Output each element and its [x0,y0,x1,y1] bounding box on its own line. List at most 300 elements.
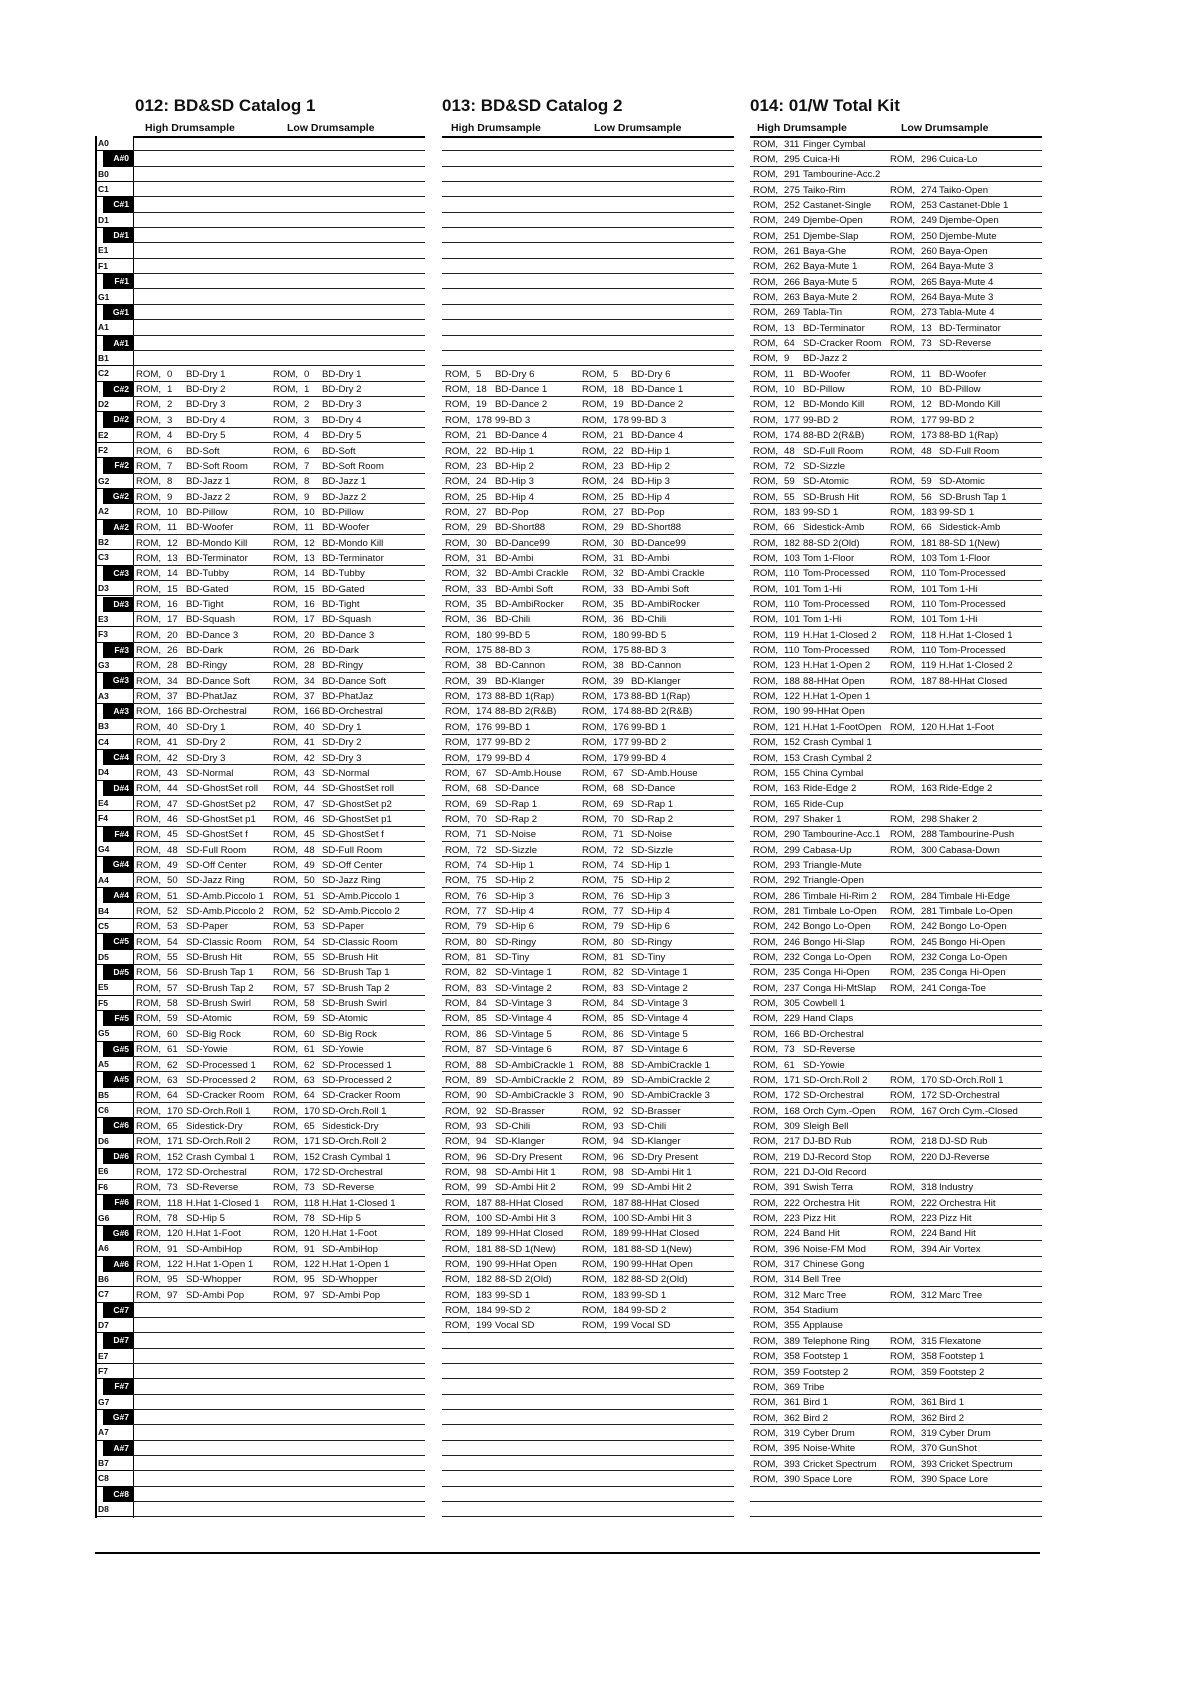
high-num: 79 [476,921,487,933]
high-rom: ROM, [445,875,471,887]
catalog-012-row [133,1257,425,1272]
catalog-012-row [133,351,425,366]
high-num: 81 [476,952,487,964]
low-name: SD-Amb.House [631,767,698,779]
low-num: 64 [304,1090,315,1102]
catalog-014-row [750,658,1042,673]
low-rom: ROM, [582,1151,608,1163]
low-name: Cabasa-Down [939,844,1000,856]
high-rom: ROM, [136,1197,162,1209]
high-name: SD-Noise [495,829,537,841]
high-num: 3 [167,414,173,426]
catalog-012-row [133,612,425,627]
low-rom: ROM, [890,215,916,227]
low-rom: ROM, [890,1473,916,1485]
low-num: 296 [921,153,938,165]
high-num: 43 [167,767,178,779]
high-name: SD-Vintage 5 [495,1028,552,1040]
catalog-012-row [133,765,425,780]
low-rom: ROM, [582,1166,608,1178]
high-name: BD-Orchestral [803,1028,864,1040]
key-g4 [95,842,133,857]
high-num: 41 [167,737,178,749]
catalog-013-row [442,612,734,627]
low-num: 187 [613,1197,630,1209]
low-rom: ROM, [890,184,916,196]
high-rom: ROM, [753,1274,779,1286]
high-name: 88-BD 1(Rap) [495,691,555,703]
high-rom: ROM, [445,813,471,825]
catalog-013-row [442,1441,734,1456]
low-num: 298 [921,813,938,825]
catalog-013-row [442,520,734,535]
low-name: SD-Ambi Pop [322,1289,381,1301]
low-rom: ROM, [582,675,608,687]
low-rom: ROM, [273,430,299,442]
catalog-013-row [442,351,734,366]
high-num: 354 [784,1305,801,1317]
high-name: Bongo Lo-Open [803,921,871,933]
low-rom: ROM, [273,844,299,856]
high-num: 101 [784,583,801,595]
catalog-014-row [750,1026,1042,1041]
catalog-014-row [750,1364,1042,1379]
high-rom: ROM, [753,1351,779,1363]
low-rom: ROM, [582,798,608,810]
low-num: 119 [921,660,937,672]
catalog-014-row [750,397,1042,412]
low-num: 318 [921,1182,938,1194]
catalog-012-row [133,1011,425,1026]
low-rom: ROM, [582,460,608,472]
high-name: BD-Mondo Kill [803,399,865,411]
catalog-014-row [750,781,1042,796]
low-name: Bird 1 [939,1397,965,1409]
high-rom: ROM, [445,890,471,902]
high-rom: ROM, [136,368,162,380]
catalog-014-row [750,351,1042,366]
high-rom: ROM, [753,1305,779,1317]
low-num: 49 [304,859,315,871]
high-rom: ROM, [753,890,779,902]
low-name: SD-Brush Tap 1 [322,967,390,979]
high-name: BD-Tight [186,599,224,610]
key-label: D5 [98,951,109,962]
low-rom: ROM, [890,292,916,303]
low-name: Tom-Processed [939,645,1006,657]
key-label: F7 [98,1366,108,1376]
high-name: SD-Brush Hit [186,952,242,964]
low-num: 103 [921,552,938,564]
low-name: Timbale Hi-Edge [939,890,1011,902]
high-name: SD-Full Room [186,844,247,856]
catalog-014-low-label: Low Drumsample [901,122,989,134]
low-num: 265 [921,276,938,288]
high-rom: ROM, [445,552,471,564]
key-label: E1 [98,245,109,256]
catalog-014-row [750,443,1042,458]
low-rom: ROM, [273,1213,299,1224]
high-name: BD-Dry 5 [186,430,226,442]
low-num: 370 [921,1443,938,1455]
low-rom: ROM, [273,767,299,779]
high-rom: ROM, [753,215,779,227]
low-name: SD-Orchestral [939,1090,1000,1102]
low-name: Conga Lo-Open [939,952,1008,964]
high-name: Baya-Ghe [803,245,847,257]
catalog-013-row [442,873,734,888]
high-name: SD-Dance [495,783,540,795]
high-name: SD-Hip 2 [495,875,534,887]
catalog-014-row [750,550,1042,565]
high-rom: ROM, [753,967,779,979]
high-rom: ROM, [753,169,779,181]
high-rom: ROM, [445,1305,471,1317]
high-rom: ROM, [445,1213,471,1224]
high-num: 314 [784,1274,801,1286]
key-label: F#3 [114,644,129,655]
low-num: 181 [613,1243,630,1255]
high-name: SD-Dry 3 [186,752,226,764]
high-name: BD-Dry 4 [186,414,226,426]
low-num: 183 [921,506,938,518]
low-num: 222 [921,1197,938,1209]
low-num: 274 [921,184,938,196]
catalog-014-row [750,934,1042,949]
high-rom: ROM, [753,1473,779,1485]
high-num: 252 [784,199,801,211]
high-name: Pizz Hit [803,1213,836,1224]
catalog-014-row [750,259,1042,274]
low-name: 88-SD 1(New) [939,537,1000,549]
high-name: SD-Amb.House [495,767,562,779]
high-rom: ROM, [445,1090,471,1102]
key-label: G#6 [112,1227,129,1238]
catalog-014-row [750,996,1042,1011]
high-rom: ROM, [445,691,471,703]
catalog-013-row [442,336,734,351]
low-name: SD-Orch.Roll 2 [322,1136,387,1148]
catalog-014-row [750,842,1042,857]
low-num: 11 [921,368,931,380]
catalog-012-row [133,1118,425,1133]
key-b7 [95,1456,133,1471]
high-num: 281 [784,906,801,917]
catalog-013-row [442,996,734,1011]
low-name: 88-HHat Closed [631,1197,700,1209]
key-label: B2 [98,537,109,548]
key-c2 [95,366,133,381]
high-name: Vocal SD [495,1320,535,1332]
key-asharp1 [103,336,133,351]
high-num: 7 [167,460,173,472]
high-name: BD-Dry 6 [495,368,535,380]
low-num: 10 [304,506,315,518]
high-rom: ROM, [136,629,162,641]
key-label: C#8 [113,1488,129,1499]
catalog-014-row [750,1180,1042,1195]
high-rom: ROM, [445,752,471,764]
low-name: SD-Vintage 2 [631,982,688,994]
low-name: 99-BD 5 [631,629,667,641]
key-f5 [95,996,133,1011]
low-num: 76 [613,890,624,902]
low-name: BD-Ambi Crackle [631,568,705,580]
low-name: BD-Soft [322,445,356,457]
high-num: 95 [167,1274,178,1286]
key-label: B5 [98,1089,109,1100]
low-name: BD-Mondo Kill [939,399,1001,411]
low-rom: ROM, [582,491,608,503]
high-num: 291 [784,169,801,181]
high-name: SD-Reverse [803,1044,856,1056]
catalog-014-row [750,243,1042,258]
catalog-012-row [133,197,425,212]
low-rom: ROM, [890,629,916,641]
low-num: 69 [613,798,624,810]
high-num: 14 [167,568,178,580]
catalog-012-row [133,228,425,243]
high-rom: ROM, [753,384,779,396]
key-label: E2 [98,429,109,440]
high-num: 152 [784,737,801,749]
key-d5 [95,950,133,965]
high-num: 50 [167,875,178,887]
key-label: D1 [98,214,109,225]
high-num: 369 [784,1381,801,1393]
high-num: 31 [476,552,487,564]
low-name: 99-BD 2 [939,414,975,426]
high-rom: ROM, [445,906,471,917]
high-num: 55 [784,491,795,503]
key-fsharp4 [103,827,133,842]
high-num: 40 [167,721,178,733]
low-num: 61 [304,1044,315,1056]
high-rom: ROM, [753,491,779,503]
key-d6 [95,1134,133,1149]
low-rom: ROM, [582,813,608,825]
low-num: 187 [921,675,938,687]
catalog-013-row [442,1303,734,1318]
low-rom: ROM, [890,1243,916,1255]
low-num: 177 [921,414,938,426]
key-fsharp2 [103,458,133,473]
key-a1 [95,320,133,335]
low-name: Crash Cymbal 1 [322,1151,391,1163]
low-num: 63 [304,1074,315,1086]
high-rom: ROM, [445,629,471,641]
low-name: SD-AmbiHop [322,1243,378,1255]
high-name: SD-Cracker Room [803,338,882,350]
high-name: SD-Atomic [186,1013,232,1025]
low-name: SD-Vintage 1 [631,967,688,979]
low-num: 173 [921,430,938,442]
low-rom: ROM, [890,276,916,288]
key-label: E6 [98,1166,109,1177]
low-num: 96 [613,1151,624,1163]
high-num: 56 [167,967,178,979]
catalog-012-row [133,320,425,335]
key-c8 [95,1471,133,1486]
low-rom: ROM, [273,982,299,994]
high-num: 0 [167,368,173,380]
low-num: 223 [921,1213,938,1224]
low-num: 264 [921,261,938,273]
low-name: SD-Brasser [631,1105,681,1117]
catalog-012-row [133,1042,425,1057]
key-fsharp5 [103,1011,133,1026]
high-rom: ROM, [445,1182,471,1194]
high-name: SD-Amb.Piccolo 1 [186,890,264,902]
high-rom: ROM, [136,583,162,595]
high-name: BD-Ringy [186,660,228,672]
low-num: 264 [921,292,938,303]
high-rom: ROM, [136,1289,162,1301]
key-d7 [95,1318,133,1333]
catalog-014-row [750,643,1042,658]
high-name: Tom 1-Floor [803,552,855,564]
key-label: D3 [98,583,109,594]
high-name: Bird 1 [803,1397,829,1409]
high-num: 12 [167,537,178,549]
high-name: SD-GhostSet p1 [186,813,256,825]
catalog-013-row [442,489,734,504]
catalog-013-row [442,167,734,182]
key-label: D#1 [113,230,129,241]
high-num: 175 [476,645,493,657]
low-num: 33 [613,583,624,595]
catalog-013-row [442,428,734,443]
key-label: C8 [98,1473,109,1484]
catalog-013-row [442,796,734,811]
low-rom: ROM, [582,998,608,1010]
low-name: BD-Ringy [322,660,364,672]
high-name: SD-AmbiHop [186,1243,242,1255]
high-num: 110 [784,599,800,610]
high-num: 101 [784,614,801,626]
key-label: A7 [98,1427,109,1438]
high-num: 168 [784,1105,801,1117]
low-name: SD-Ambi Hit 2 [631,1182,692,1194]
low-name: BD-Tight [322,599,360,610]
high-rom: ROM, [445,491,471,503]
low-num: 178 [613,414,630,426]
low-name: SD-Dry 2 [322,737,362,749]
low-num: 86 [613,1028,624,1040]
low-num: 91 [304,1243,315,1255]
high-num: 2 [167,399,173,411]
high-rom: ROM, [753,675,779,687]
low-num: 73 [921,338,932,350]
low-num: 32 [613,568,624,580]
catalog-013-row [442,1057,734,1072]
high-rom: ROM, [445,614,471,626]
key-label: C#1 [113,199,129,210]
key-label: G#2 [112,491,129,502]
high-name: BD-Dance Soft [186,675,250,687]
key-label: G#1 [112,306,129,317]
high-name: Timbale Hi-Rim 2 [803,890,877,902]
catalog-012-row [133,1349,425,1364]
low-name: BD-Pillow [939,384,981,396]
high-num: 359 [784,1366,801,1378]
low-num: 390 [921,1473,938,1485]
low-name: BD-Dark [322,645,359,657]
high-num: 182 [476,1274,493,1286]
high-rom: ROM, [753,783,779,795]
high-name: SD-Orchestral [186,1166,247,1178]
catalog-013-row [442,1088,734,1103]
high-rom: ROM, [136,675,162,687]
low-rom: ROM, [582,1044,608,1056]
key-label: F3 [98,629,108,640]
low-num: 249 [921,215,938,227]
low-num: 118 [304,1197,320,1209]
key-e1 [95,243,133,258]
high-name: BD-Tubby [186,568,229,580]
low-num: 87 [613,1044,624,1056]
high-num: 251 [784,230,801,242]
high-name: Footstep 2 [803,1366,849,1378]
low-rom: ROM, [582,476,608,488]
low-num: 28 [304,660,315,672]
low-rom: ROM, [582,368,608,380]
high-name: Tom-Processed [803,599,870,610]
low-name: 88-SD 2(Old) [631,1274,688,1286]
key-g5 [95,1026,133,1041]
catalog-012-row [133,1149,425,1164]
high-num: 18 [476,384,487,396]
high-name: SD-AmbiCrackle 2 [495,1074,574,1086]
key-label: G3 [98,659,110,670]
low-name: 88-BD 2(R&B) [631,706,693,718]
low-rom: ROM, [582,890,608,902]
low-num: 55 [304,952,315,964]
low-num: 300 [921,844,938,856]
low-rom: ROM, [890,230,916,242]
low-rom: ROM, [890,1412,916,1424]
low-name: BD-Dry 4 [322,414,362,426]
high-name: Sidestick-Amb [803,522,865,534]
catalog-014-row [750,1410,1042,1425]
high-num: 65 [167,1120,178,1132]
catalog-014-row [750,950,1042,965]
low-num: 46 [304,813,315,825]
key-label: D4 [98,767,109,778]
high-rom: ROM, [753,245,779,257]
low-name: SD-AmbiCrackle 3 [631,1090,710,1102]
catalog-013-row [442,243,734,258]
low-rom: ROM, [890,1074,916,1086]
high-num: 311 [784,138,800,150]
low-name: Conga Hi-Open [939,967,1006,979]
low-name: SD-Vintage 5 [631,1028,688,1040]
high-num: 78 [167,1213,178,1224]
low-rom: ROM, [273,875,299,887]
low-num: 3 [304,414,310,426]
key-d4 [95,765,133,780]
high-num: 86 [476,1028,487,1040]
catalog-012-row [133,1195,425,1210]
low-rom: ROM, [273,445,299,457]
high-num: 297 [784,813,801,825]
low-name: SD-AmbiCrackle 1 [631,1059,710,1071]
high-name: SD-Off Center [186,859,247,871]
catalog-014-row [750,412,1042,427]
catalog-012-row [133,796,425,811]
low-name: DJ-Reverse [939,1151,990,1163]
key-label: F1 [98,260,108,271]
